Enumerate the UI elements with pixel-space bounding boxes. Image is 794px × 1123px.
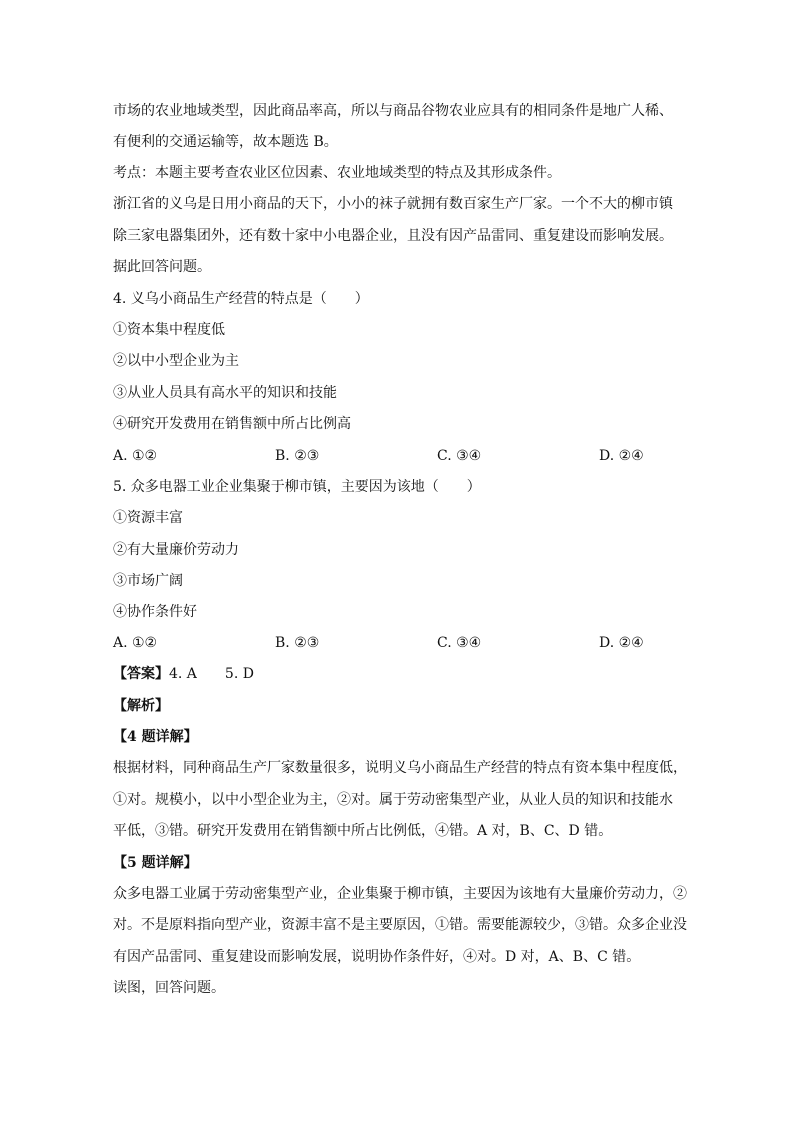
detail-5-line-1: 众多电器工业属于劳动密集型产业，企业集聚于柳市镇，主要因为该地有大量廉价劳动力，② [113, 886, 687, 902]
q4-item-1: ①资本集中程度低 [113, 322, 225, 338]
q5-item-4: ④协作条件好 [113, 604, 197, 620]
q4-option-b: B. ②③ [275, 448, 320, 464]
q4-item-2: ②以中小型企业为主 [113, 353, 239, 369]
q5-option-a: A. ①② [113, 635, 158, 651]
answer-text: 4. A 5. D [169, 666, 254, 682]
detail-4-line-1: 根据材料，同种商品生产厂家数量很多，说明义乌小商品生产经营的特点有资本集中程度低， [113, 760, 687, 776]
answer-line [113, 664, 254, 684]
q4-item-4: ④研究开发费用在销售额中所占比例高 [113, 416, 351, 432]
material-line-1: 浙江省的义乌是日用小商品的天下，小小的袜子就拥有数百家生产厂家。一个不大的柳市镇 [113, 196, 673, 212]
q5-option-c: C. ③④ [437, 635, 482, 651]
closing-instruction: 读图，回答问题。 [113, 980, 225, 996]
q5-option-d: D. ②④ [599, 635, 644, 651]
q5-item-1: ①资源丰富 [113, 510, 183, 526]
detail-5-label: 【5 题详解】 [113, 855, 198, 871]
detail-4-line-3: 平低，③错。研究开发费用在销售额中所占比例低，④错。A 对，B、C、D 错。 [113, 823, 613, 839]
q5-option-b: B. ②③ [275, 635, 320, 651]
q5-item-2: ②有大量廉价劳动力 [113, 542, 239, 558]
q4-stem: 4. 义乌小商品生产经营的特点是（ ） [113, 291, 369, 307]
analysis-label: 【解析】 [113, 698, 169, 714]
q5-stem: 5. 众多电器工业企业集聚于柳市镇，主要因为该地（ ） [113, 479, 481, 495]
detail-4-label: 【4 题详解】 [113, 729, 198, 745]
q4-option-d: D. ②④ [599, 448, 644, 464]
material-line-2: 除三家电器集团外，还有数十家中小电器企业，且没有因产品雷同、重复建设而影响发展。 [113, 228, 673, 244]
q5-item-3: ③市场广阔 [113, 573, 183, 589]
material-line-3: 据此回答问题。 [113, 259, 211, 275]
q4-option-a: A. ①② [113, 448, 158, 464]
kaodian-note: 考点：本题主要考查农业区位因素、农业地域类型的特点及其形成条件。 [113, 165, 561, 181]
detail-5-line-3: 有因产品雷同、重复建设而影响发展，说明协作条件好，④对。D 对，A、B、C 错。 [113, 949, 641, 965]
prev-explanation-line-2: 有便利的交通运输等，故本题选 B。 [113, 134, 338, 150]
q4-option-c: C. ③④ [437, 448, 482, 464]
detail-4-line-2: ①对。规模小，以中小型企业为主，②对。属于劳动密集型产业，从业人员的知识和技能水 [113, 792, 673, 808]
q4-item-3: ③从业人员具有高水平的知识和技能 [113, 385, 337, 401]
prev-explanation-line-1: 市场的农业地域类型，因此商品率高，所以与商品谷物农业应具有的相同条件是地广人稀、 [113, 103, 673, 119]
answer-label: 【答案】 [113, 666, 169, 682]
detail-5-line-2: 对。不是原料指向型产业，资源丰富不是主要原因，①错。需要能源较少，③错。众多企业没 [113, 917, 687, 933]
